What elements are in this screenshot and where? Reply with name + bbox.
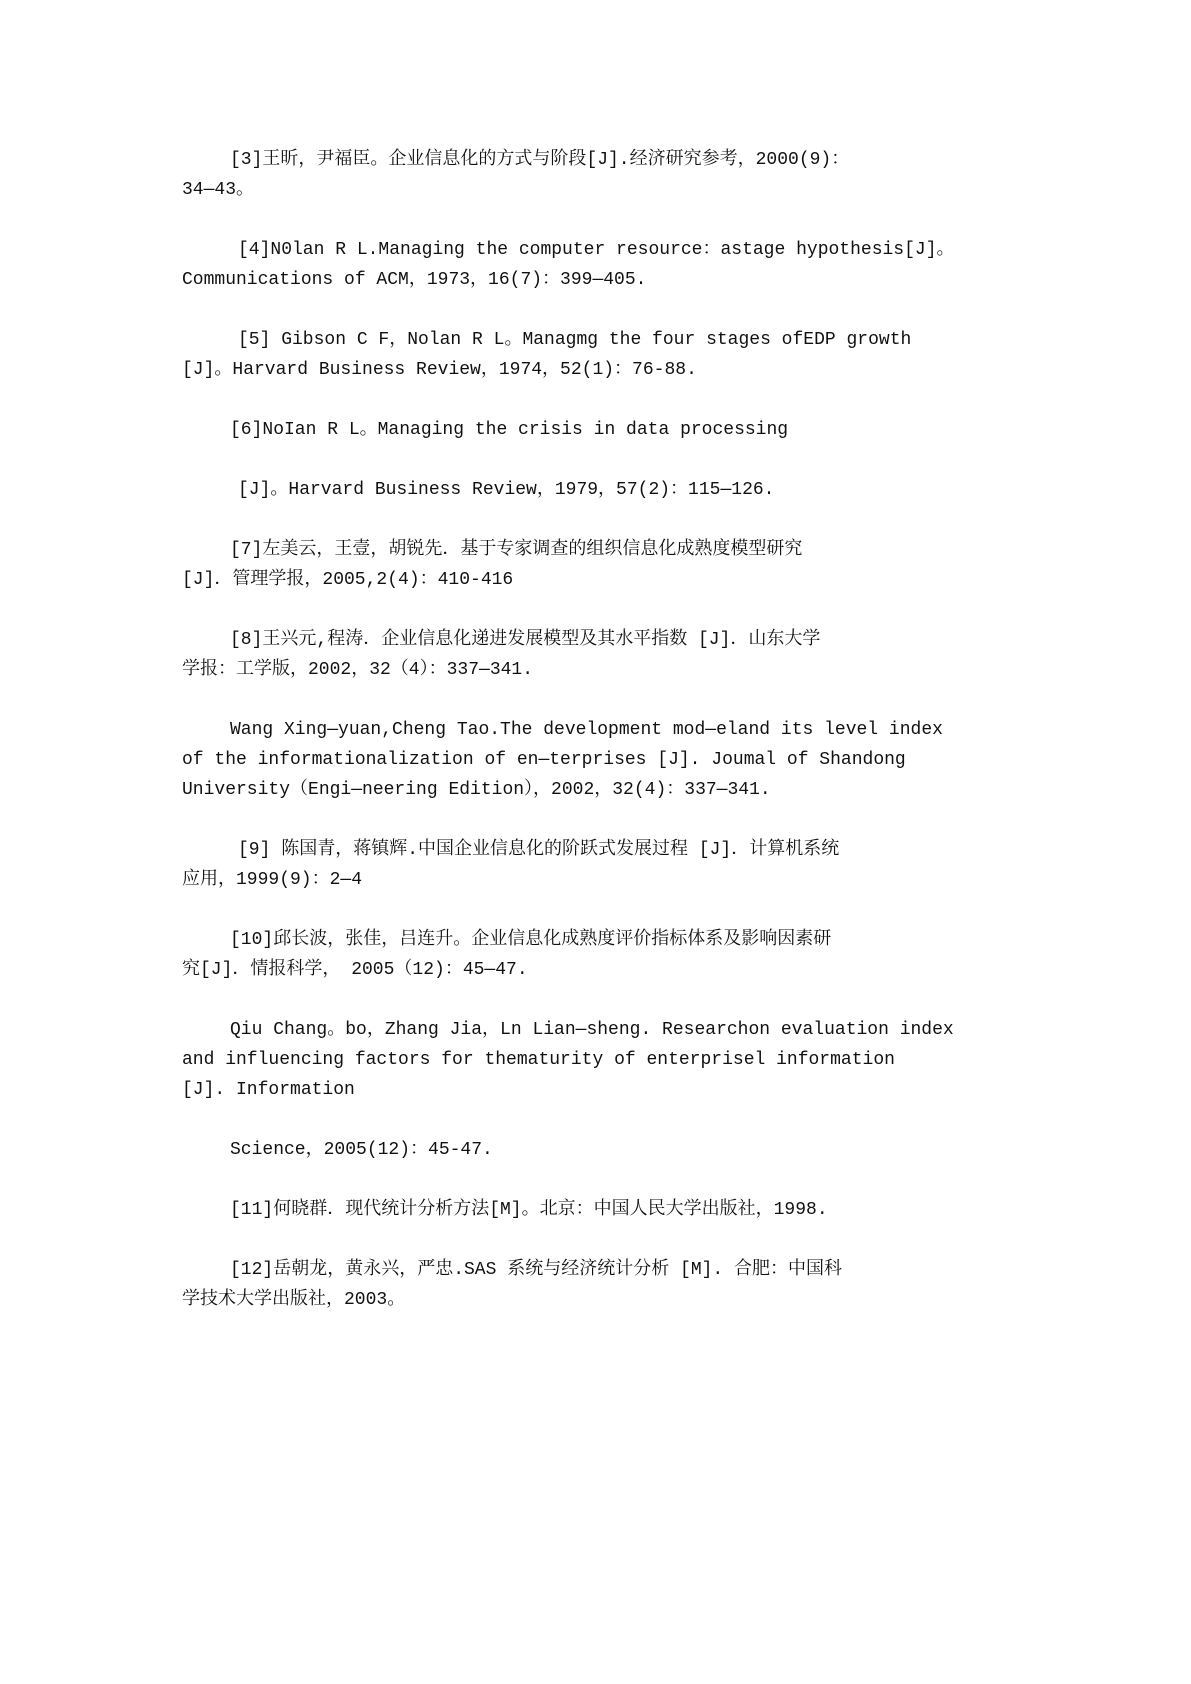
reference-line: [J]. Information: [182, 1080, 355, 1100]
reference-line: [11]何晓群．现代统计分析方法[M]。北京：中国人民大学出版社，1998.: [230, 1200, 828, 1220]
reference-line: Science，2005(12)：45-47.: [230, 1140, 493, 1160]
reference-line: 34—43。: [182, 180, 255, 200]
reference-line: Wang Xing—yuan,Cheng Tao.The development mod—eland its level index: [230, 720, 943, 740]
reference-line: [5] Gibson C F，Nolan R L。Managmg the four stages ofEDP growth: [238, 330, 912, 350]
reference-entry: [182, 1135, 1012, 1165]
reference-list: [182, 145, 1012, 1345]
reference-line: [3]王昕，尹福臣。企业信息化的方式与阶段[J].经济研究参考，2000(9)：: [230, 150, 850, 170]
reference-line: of the informationalization of en—terprises [J]. Joumal of Shandong: [182, 750, 906, 770]
reference-line: [7]左美云，王壹，胡锐先．基于专家调查的组织信息化成熟度模型研究: [230, 540, 803, 560]
reference-line: [10]邱长波，张佳，吕连升。企业信息化成熟度评价指标体系及影响因素研: [230, 930, 832, 950]
reference-line: 学报：工学版，2002，32（4）：337—341.: [182, 660, 534, 680]
reference-entry: [182, 835, 1012, 895]
reference-entry: [182, 535, 1012, 595]
reference-line: [9] 陈国青，蒋镇辉.中国企业信息化的阶跃式发展过程 [J]．计算机系统: [238, 840, 840, 860]
reference-entry: [182, 415, 1012, 445]
reference-line: [6]NoIan R L。Managing the crisis in data processing: [230, 420, 789, 440]
reference-entry: [182, 925, 1012, 985]
reference-line: Communications of ACM，1973，16(7)：399—405.: [182, 270, 647, 290]
reference-entry: [182, 475, 1012, 505]
reference-line: [J]。Harvard Business Review，1979，57(2)：115—126.: [238, 480, 775, 500]
reference-entry: [182, 1255, 1012, 1315]
reference-line: [12]岳朝龙，黄永兴，严忠.SAS 系统与经济统计分析 [M]. 合肥：中国科: [230, 1260, 843, 1280]
reference-line: [J]．管理学报，2005,2(4)：410-416: [182, 570, 514, 590]
reference-entry: [182, 1015, 1012, 1105]
reference-entry: [182, 145, 1012, 205]
reference-entry: [182, 1195, 1012, 1225]
reference-entry: [182, 625, 1012, 685]
reference-line: 究[J]．情报科学， 2005（12)：45—47.: [182, 960, 528, 980]
reference-line: [8]王兴元,程涛．企业信息化递进发展模型及其水平指数 [J]．山东大学: [230, 630, 821, 650]
reference-entry: [182, 325, 1012, 385]
reference-line: [J]。Harvard Business Review，1974，52(1)：76-88.: [182, 360, 697, 380]
reference-line: 应用，1999(9)：2—4: [182, 870, 363, 890]
reference-line: 学技术大学出版社，2003。: [182, 1290, 406, 1310]
reference-entry: [182, 235, 1012, 295]
reference-line: [4]N0lan R L.Managing the computer resource：astage hypothesis[J]。: [238, 240, 955, 260]
reference-line: University（Engi—neering Edition），2002，32(4)：337—341.: [182, 780, 771, 800]
reference-line: Qiu Chang。bo，Zhang Jia，Ln Lian—sheng. Researchon evaluation index: [230, 1020, 954, 1040]
reference-line: and influencing factors for thematurity of enterprisel information: [182, 1050, 895, 1070]
reference-entry: [182, 715, 1012, 805]
